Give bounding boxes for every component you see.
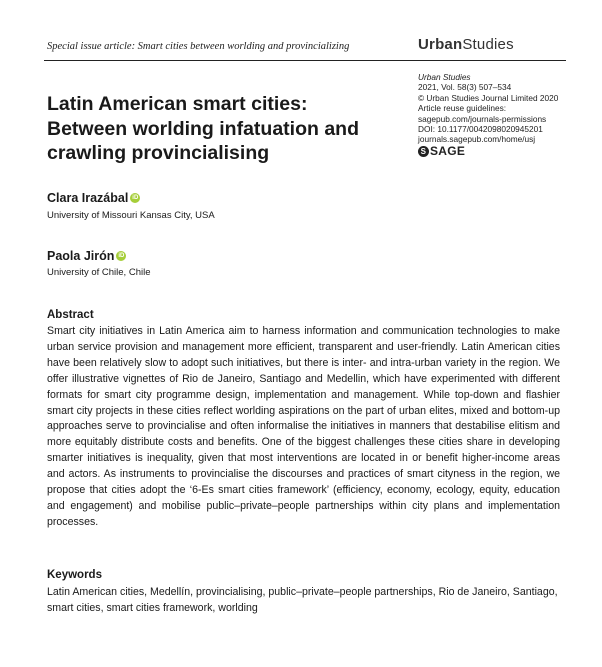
author-affiliation-1: University of Missouri Kansas City, USA bbox=[47, 210, 215, 221]
publisher-name: SAGE bbox=[430, 144, 466, 159]
sage-icon: S bbox=[418, 146, 429, 157]
author-name: Clara Irazábal bbox=[47, 191, 129, 205]
meta-doi[interactable]: DOI: 10.1177/0042098020945201 bbox=[418, 124, 543, 135]
running-head: Special issue article: Smart cities between worlding and provincializing bbox=[47, 41, 350, 52]
journal-meta bbox=[418, 72, 588, 157]
meta-reuse-label: Article reuse guidelines: bbox=[418, 103, 507, 114]
title-line: crawling provincialising bbox=[47, 142, 270, 164]
journal-logo-bold: Urban bbox=[418, 36, 463, 53]
author-affiliation-2: University of Chile, Chile bbox=[47, 267, 151, 278]
meta-volume: 2021, Vol. 58(3) 507–534 bbox=[418, 82, 512, 93]
keywords-text: Latin American cities, Medellín, provincialising, public–private–people partnerships, Rio de Janeiro, Santiago, smart cities, smart cities framework, worlding bbox=[47, 586, 558, 614]
title-line: Between worlding infatuation and bbox=[47, 117, 359, 140]
meta-reuse-url[interactable]: sagepub.com/journals-permissions bbox=[418, 113, 547, 124]
meta-copyright: © Urban Studies Journal Limited 2020 bbox=[418, 92, 559, 103]
author-name-1 bbox=[47, 191, 140, 205]
orcid-icon[interactable]: iD bbox=[132, 195, 139, 201]
keywords-heading: Keywords bbox=[47, 569, 102, 581]
orcid-icon[interactable]: iD bbox=[118, 253, 125, 259]
abstract-heading: Abstract bbox=[47, 309, 94, 321]
author-name: Paola Jirón bbox=[47, 249, 115, 263]
meta-journal-url[interactable]: journals.sagepub.com/home/usj bbox=[418, 134, 536, 145]
author-name-2 bbox=[47, 249, 126, 263]
article-title bbox=[47, 92, 407, 166]
abstract-text: Smart city initiatives in Latin America aim to harness information and communication technologies to make urban service provision and management more efficient, transparent and user-friendly. Latin American cities have been relatively slow to adopt such initiatives, but there is inter- and intra-urban variety in the region. We offer illustrative vignettes of Rio de Janeiro, Santiago and Medellin, which have experimented with different formats for smart city programme design, implementation and management. While top-down and flashier smart city projects in these cities reflect worlding aspirations on the part of urban elites, mixed and bottom-up approaches serve to provincialise and often informalise the initiatives in manners that destabilise elitism and more equitably distribute costs and benefits. One of the biggest challenges these cities share in developing smarter initiatives is inequality, given that most interventions are located in or benefit higher-income areas and actors. As instruments to provincialise the discourses and practices of smart cityness in the region, we propose that cities adopt the ‘6-Es smart cities framework’ (efficiency, economy, ecology, equity, education and engagement) and mobilise public–private–people partnerships within city plans and implementation processes. bbox=[47, 325, 560, 528]
header-rule bbox=[44, 60, 566, 61]
title-line: Latin American smart cities: bbox=[47, 93, 308, 115]
publisher-logo bbox=[418, 146, 588, 157]
journal-logo bbox=[418, 36, 514, 53]
journal-logo-rest: Studies bbox=[462, 36, 514, 53]
meta-journal: Urban Studies bbox=[418, 72, 471, 82]
